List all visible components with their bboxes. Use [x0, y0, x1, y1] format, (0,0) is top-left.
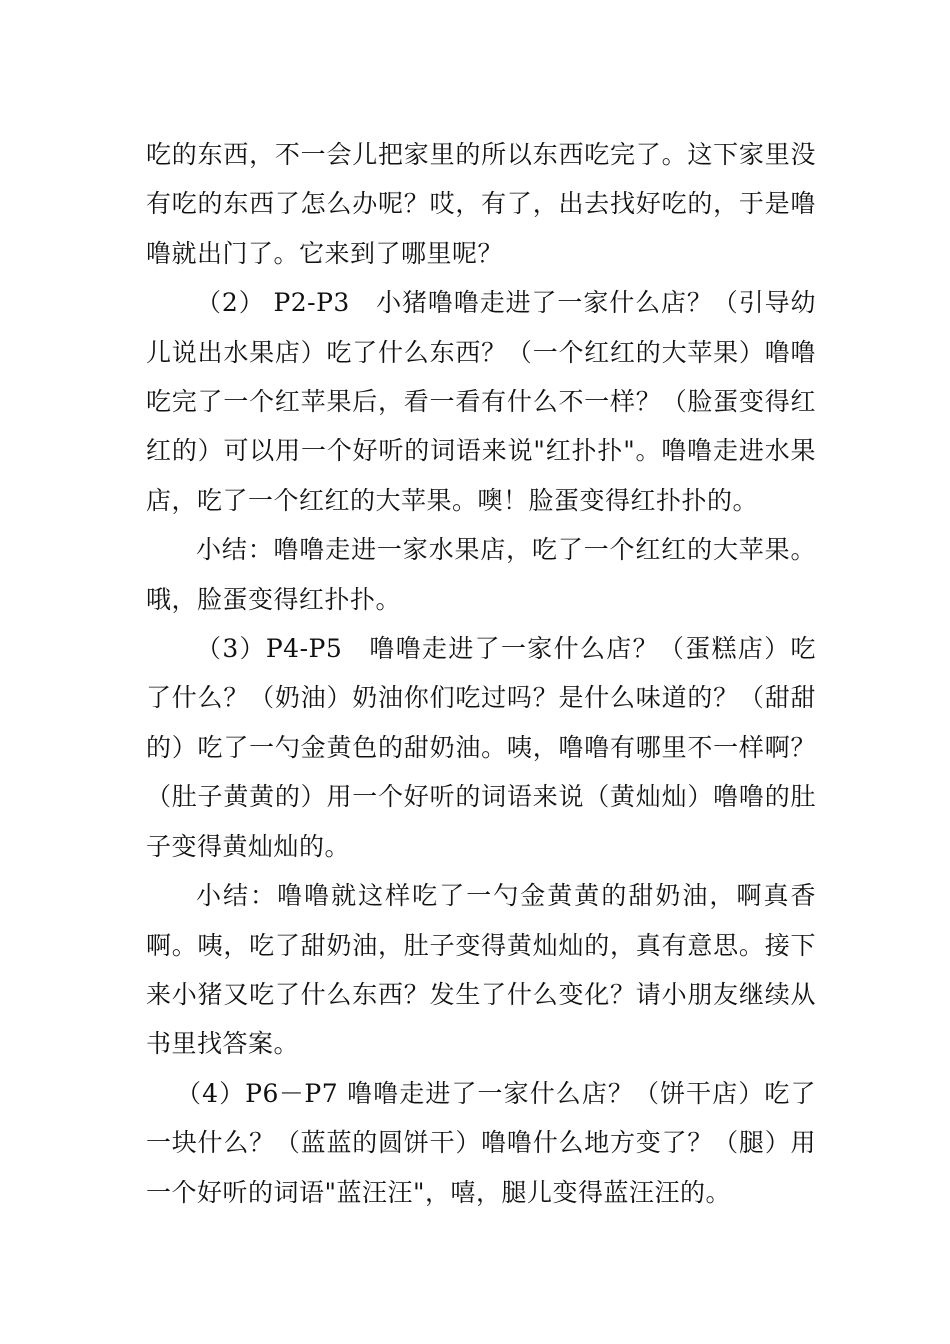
paragraph-summary-1: 小结：噜噜走进一家水果店，吃了一个红红的大苹果。哦，脸蛋变得红扑扑。 [146, 535, 816, 614]
paragraph-continuation: 吃的东西，不一会儿把家里的所以东西吃完了。这下家里没有吃的东西了怎么办呢？哎，有了，出去找好吃的，于是噜噜就出门了。它来到了哪里呢？ [146, 140, 816, 268]
paragraph-step-4: （4）P6－P7 噜噜走进了一家什么店？（饼干店）吃了一块什么？（蓝蓝的圆饼干）噜噜什么地方变了？（腿）用一个好听的词语"蓝汪汪"，嘻，腿儿变得蓝汪汪的。 [146, 1078, 816, 1207]
document-body [146, 130, 816, 1217]
paragraph-summary-2: 小结：噜噜就这样吃了一勺金黄黄的甜奶油，啊真香啊。咦，吃了甜奶油，肚子变得黄灿灿的，真有意思。接下来小猪又吃了什么东西？发生了什么变化？请小朋友继续从书里找答案。 [146, 881, 816, 1059]
paragraph-step-3: （3）P4-P5 噜噜走进了一家什么店？（蛋糕店）吃了什么？（奶油）奶油你们吃过吗？是什么味道的？（甜甜的）吃了一勺金黄色的甜奶油。咦，噜噜有哪里不一样啊？（肚子黄黄的）用一个好听的词语来说（黄灿灿）噜噜的肚子变得黄灿灿的。 [146, 634, 816, 861]
paragraph-step-2: （2） P2-P3 小猪噜噜走进了一家什么店？（引导幼儿说出水果店）吃了什么东西？（一个红红的大苹果）噜噜吃完了一个红苹果后，看一看有什么不一样？（脸蛋变得红红的）可以用一个好听的词语来说"红扑扑"。噜噜走进水果店，吃了一个红红的大苹果。噢！脸蛋变得红扑扑的。 [146, 288, 816, 515]
